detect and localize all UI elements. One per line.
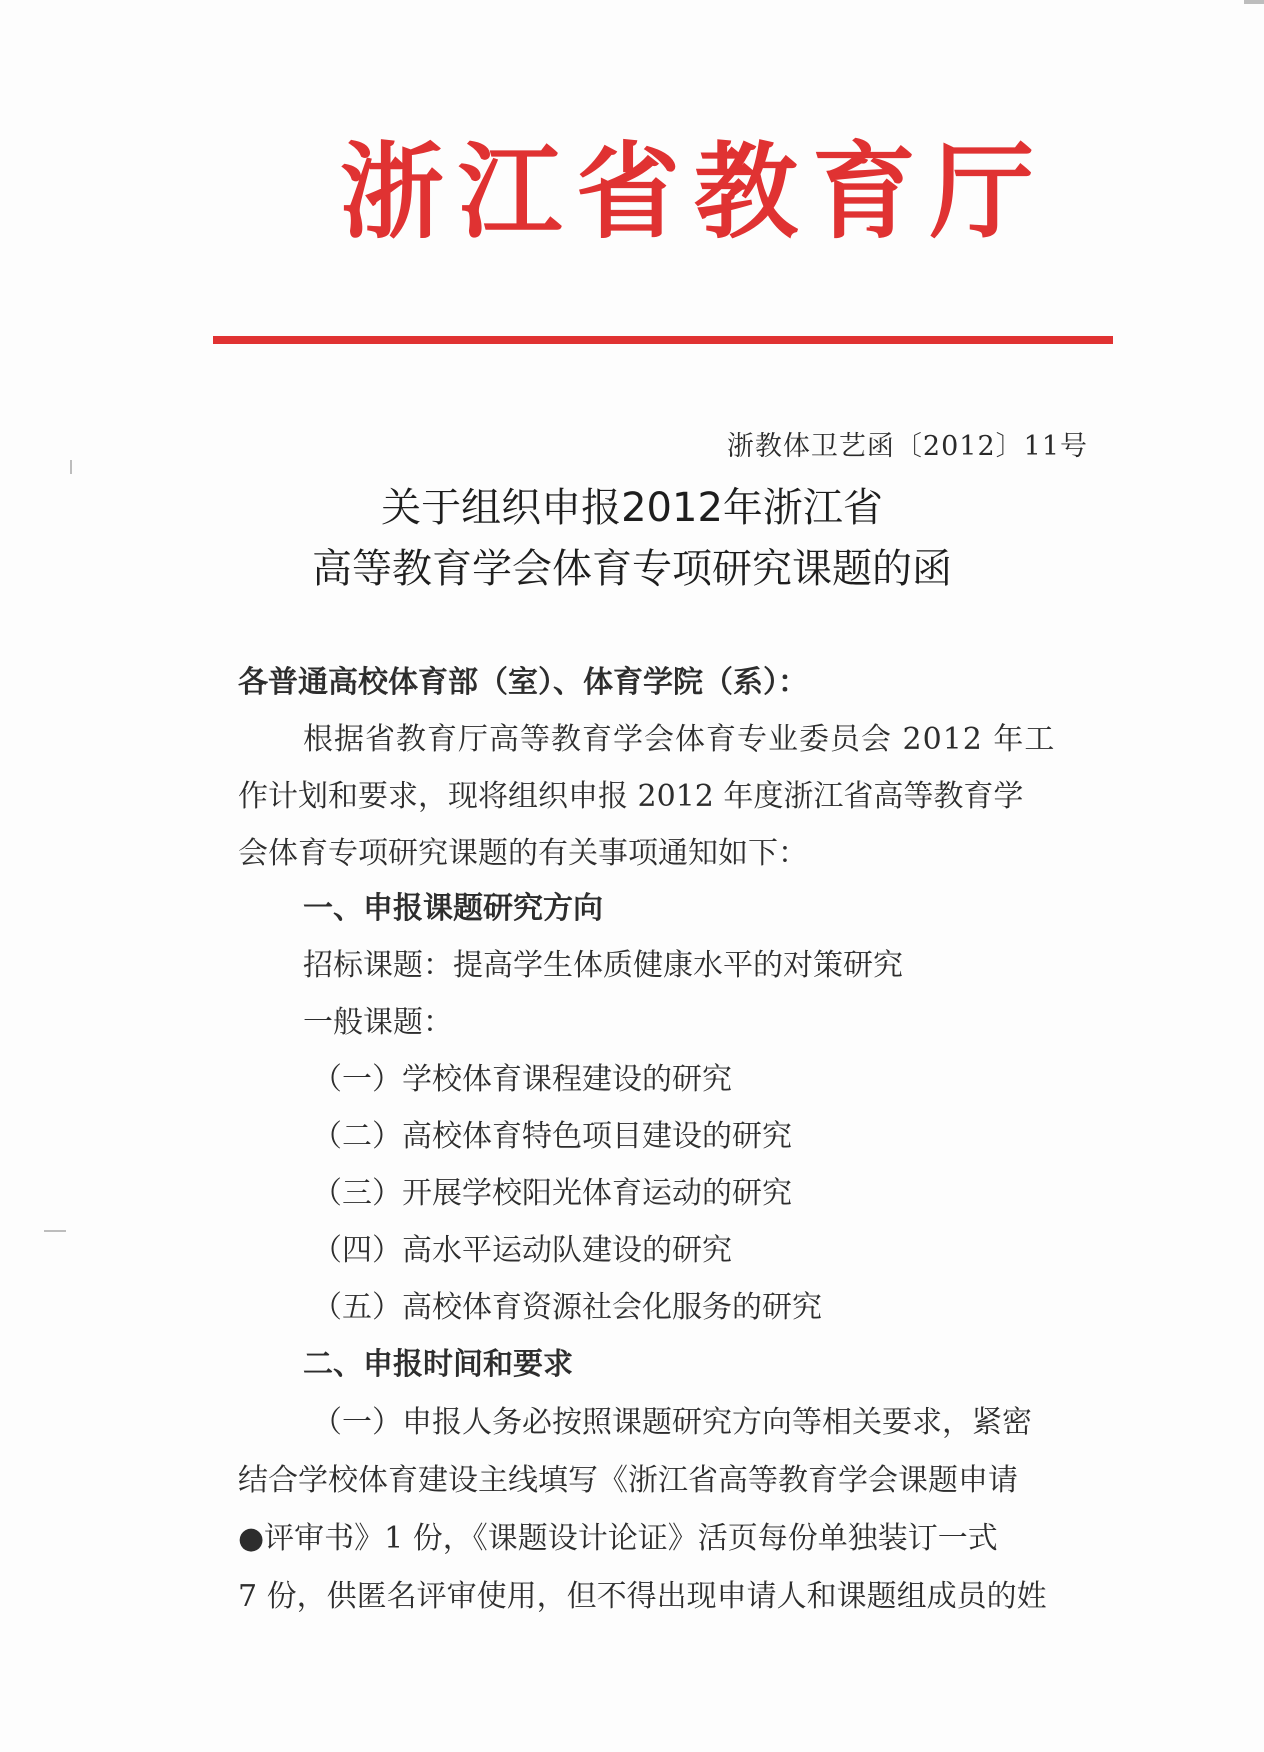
section-1-heading: 一、申报课题研究方向 (303, 891, 603, 926)
general-topic-item: （三）开展学校阳光体育运动的研究 (312, 1176, 792, 1211)
requirement-line-1: （一）申报人务必按照课题研究方向等相关要求，紧密 (312, 1405, 1032, 1440)
general-topics-label: 一般课题： (303, 1005, 453, 1040)
general-topic-item: （五）高校体育资源社会化服务的研究 (312, 1290, 822, 1325)
document-title-line-2: 高等教育学会体育专项研究课题的函 (312, 546, 952, 592)
intro-line-2: 作计划和要求，现将组织申报 2012 年度浙江省高等教育学 (238, 779, 1024, 814)
salutation: 各普通高校体育部（室）、体育学院（系）： (238, 665, 808, 700)
intro-line-1: 根据省教育厅高等教育学会体育专业委员会 2012 年工 (303, 722, 1056, 757)
letterhead-red-rule (213, 336, 1113, 344)
general-topic-item: （一）学校体育课程建设的研究 (312, 1062, 732, 1097)
bid-topic: 招标课题：提高学生体质健康水平的对策研究 (303, 948, 903, 983)
requirement-line-4: 7 份，供匿名评审使用，但不得出现申请人和课题组成员的姓 (238, 1579, 1047, 1614)
requirement-line-3: ●评审书》1 份，《课题设计论证》活页每份单独装订一式 (238, 1521, 998, 1556)
document-number: 浙教体卫艺函〔2012〕11号 (726, 431, 1088, 462)
scan-mark-corner (1244, 0, 1264, 4)
general-topic-item: （二）高校体育特色项目建设的研究 (312, 1119, 792, 1154)
scan-mark-left (70, 460, 72, 474)
section-2-heading: 二、申报时间和要求 (303, 1347, 573, 1382)
letterhead-issuer: 浙江省教育厅 (340, 130, 1049, 253)
document-title-line-1: 关于组织申报2012年浙江省 (381, 485, 883, 531)
general-topic-item: （四）高水平运动队建设的研究 (312, 1233, 732, 1268)
intro-line-3: 会体育专项研究课题的有关事项通知如下： (238, 836, 808, 871)
scan-mark-left-2 (44, 1230, 66, 1232)
requirement-line-2: 结合学校体育建设主线填写《浙江省高等教育学会课题申请 (238, 1463, 1018, 1498)
